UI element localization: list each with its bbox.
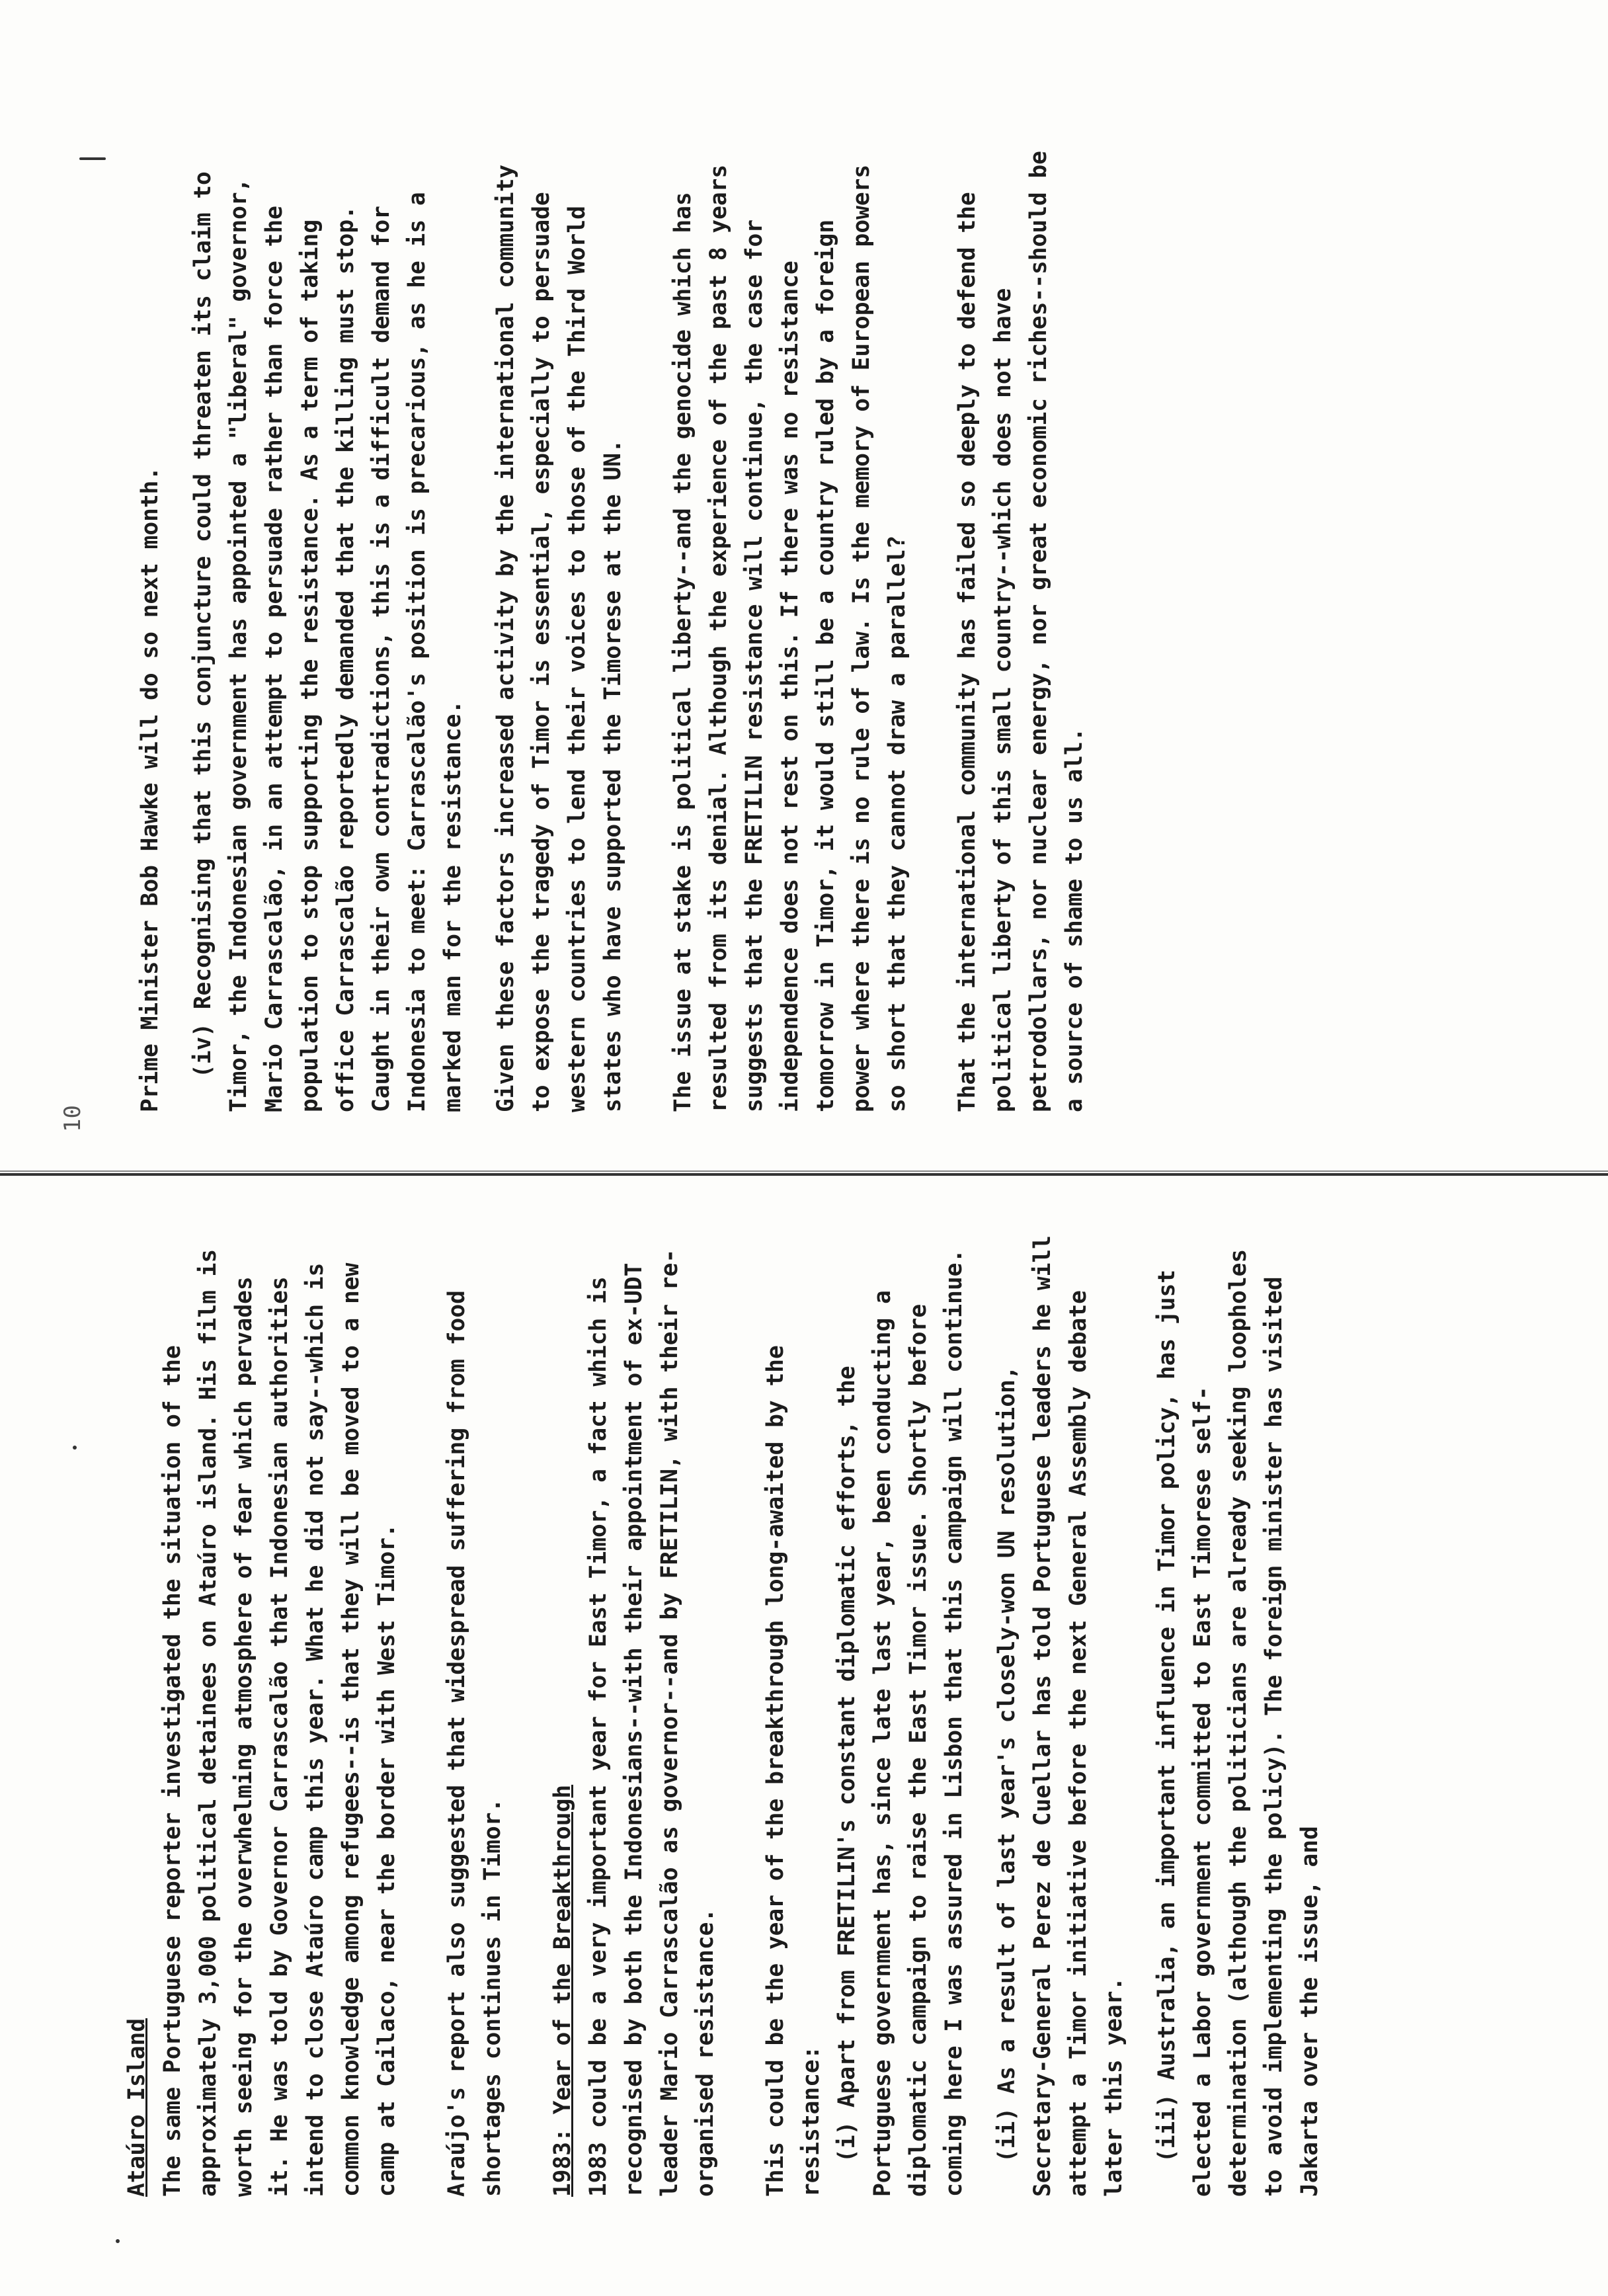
left-column	[119, 1231, 1328, 2197]
paragraph: Given these factors increased activity by the international community to expose the tragedy of Timor is essential, especially to persuade western countries to lend their voices to those of the Third World states who have supported the Timorese at the UN.	[493, 164, 626, 1112]
paragraph: 1983 could be a very important year for East Timor, a fact which is recognised by both the Indonesians--with their appointment of ex-UDT leader Mario Carrascalão as governor--and by FRETILIN, with their re-organised resistance.	[585, 1249, 719, 2197]
list-item: (iii) Australia, an important influence in Timor policy, has just elected a Labor government committed to East Timorese self-determination (although the politicians are already seeking loopholes to avoid implementing the policy). The foreign minister has visited Jakarta over the issue, and	[1154, 1249, 1323, 2197]
scan-speck	[116, 2239, 120, 2243]
paragraph: That the international community has failed so deeply to defend the political liberty of this small country--which does not have petrodollars, nor nuclear energy, nor great economic riches--should be a source of shame to us all.	[954, 151, 1088, 1112]
list-item: (i) Apart from FRETILIN's constant diplomatic efforts, the Portuguese government has, since late last year, been conducting a diplomatic campaign to raise the East Timor issue. Shortly before coming here I was assured in Lisbon that this campaign will continue.	[834, 1249, 967, 2197]
heading-ataurp-island: Ataúro Island	[124, 2018, 150, 2197]
scan-speck	[79, 157, 106, 160]
paragraph: Araújo's report also suggested that widespread suffering from food shortages continues in Timor.	[444, 1290, 506, 2197]
paragraph: The same Portuguese reporter investigated the situation of the approximately 3,000 political detainees on Ataúro island. His film is worth seeing for the overwhelming atmosphere of fear which pervades it. He was told by Governor Carrascalão that Indonesian authorities intend to close Ataúro camp this year. What he did not say--which is common knowledge among refugees--is that they will be moved to a new camp at Cailaco, near the border with West Timor.	[159, 1249, 400, 2197]
right-column	[132, 147, 1127, 1112]
list-item: (ii) As a result of last year's closely-won UN resolution, Secretary-General Perez de Cuellar has told Portuguese leaders he will attempt a Timor initiative before the next General Assembly debate later this year.	[994, 1235, 1127, 2197]
scan-speck	[73, 1446, 77, 1450]
heading-year-of-breakthrough: 1983: Year of the Breakthrough	[549, 1784, 576, 2197]
paragraph: The issue at stake is political liberty--and the genocide which has resulted from its denial. Although the experience of the past 8 years suggests that the FRETILIN resistance will continue, the case for independence does not rest on this. If there was no resistance tomorrow in Timor, it would still be a country ruled by a foreign power where there is no rule of law. Is the memory of European powers so short that they cannot draw a parallel?	[670, 164, 910, 1112]
paragraph: Prime Minister Bob Hawke will do so next month.	[137, 466, 163, 1112]
paragraph: This could be the year of the breakthrough long-awaited by the resistance:	[762, 1345, 824, 2197]
list-item: (iv) Recognising that this conjuncture could threaten its claim to Timor, the Indonesian government has appointed a "liberal" governor, Mario Carrascalão, in an attempt to persuade rather than force the population to stop supporting the resistance. As a term of taking office Carrascalão reportedly demanded that the killing must stop. Caught in their own contradictions, this is a difficult demand for Indonesia to meet: Carrascalão's position is precarious, as he is a marked man for the resistance.	[190, 171, 466, 1112]
page-fold-line	[0, 1167, 1608, 1178]
page-number: 10	[60, 1105, 86, 1132]
